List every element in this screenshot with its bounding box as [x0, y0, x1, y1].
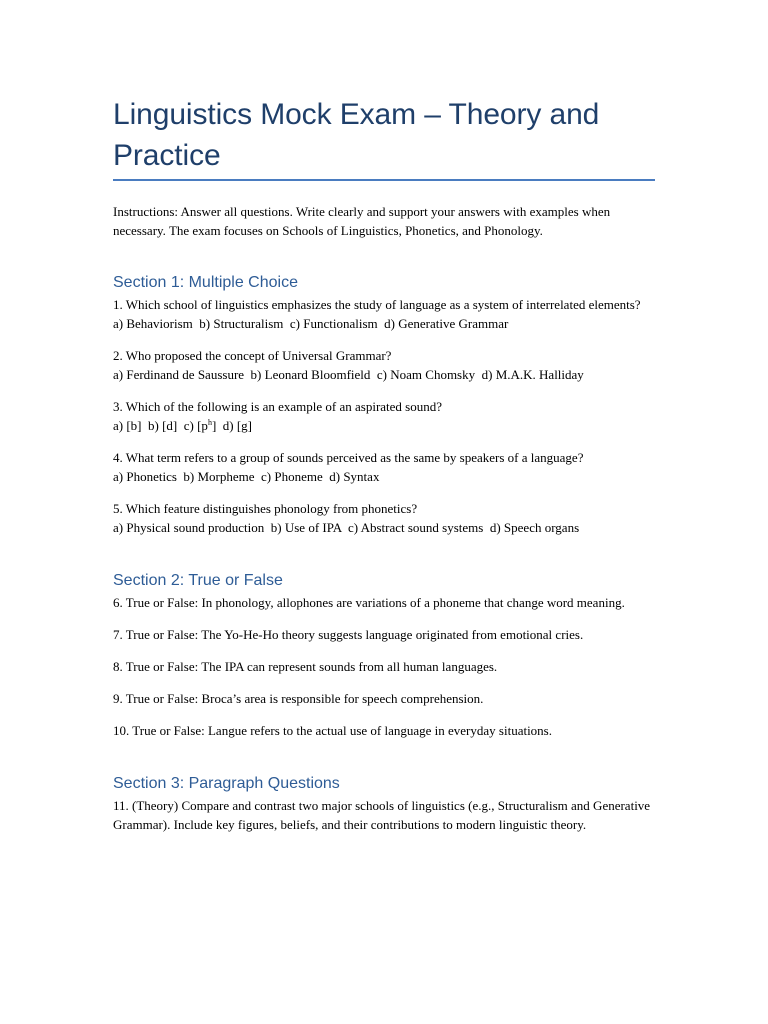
question-options: a) Ferdinand de Saussure b) Leonard Bloomfield c) Noam Chomsky d) M.A.K. Halliday — [113, 367, 584, 382]
question-text: 1. Which school of linguistics emphasizes the study of language as a system of interrelated elements? — [113, 297, 641, 312]
question-3 — [113, 397, 655, 435]
question-text: 5. Which feature distinguishes phonology from phonetics? — [113, 501, 418, 516]
question-5 — [113, 499, 655, 537]
instructions-paragraph: Instructions: Answer all questions. Write clearly and support your answers with examples when necessary. The exam focuses on Schools of Linguistics, Phonetics, and Phonology. — [113, 204, 611, 238]
question-9: 9. True or False: Broca’s area is responsible for speech comprehension. — [113, 691, 484, 706]
options-suffix: ] d) [g] — [211, 418, 253, 433]
question-2 — [113, 346, 655, 384]
question-7: 7. True or False: The Yo-He-Ho theory suggests language originated from emotional cries. — [113, 627, 584, 642]
title-underline — [113, 179, 655, 181]
question-11: 11. (Theory) Compare and contrast two major schools of linguistics (e.g., Structuralism and Generative Grammar). Include key figures, beliefs, and their contributions to modern linguistic theory. — [113, 798, 651, 832]
question-1 — [113, 295, 655, 333]
exam-document — [113, 0, 655, 834]
question-text: 3. Which of the following is an example of an aspirated sound? — [113, 399, 443, 414]
question-4 — [113, 448, 655, 486]
question-text: 4. What term refers to a group of sounds perceived as the same by speakers of a language? — [113, 450, 584, 465]
document-title: Linguistics Mock Exam – Theory and Practice — [113, 98, 600, 172]
section-2-heading: Section 2: True or False — [113, 572, 283, 589]
aspiration-superscript: h — [207, 418, 212, 427]
question-10: 10. True or False: Langue refers to the actual use of language in everyday situations. — [113, 723, 552, 738]
section-3-heading: Section 3: Paragraph Questions — [113, 775, 340, 792]
question-8: 8. True or False: The IPA can represent sounds from all human languages. — [113, 659, 498, 674]
question-6: 6. True or False: In phonology, allophones are variations of a phoneme that change word meaning. — [113, 595, 625, 610]
question-options: a) Behaviorism b) Structuralism c) Functionalism d) Generative Grammar — [113, 316, 509, 331]
options-prefix: a) [b] b) [d] c) [p — [113, 418, 208, 433]
question-options — [113, 416, 655, 435]
question-text: 2. Who proposed the concept of Universal Grammar? — [113, 348, 392, 363]
section-1-heading: Section 1: Multiple Choice — [113, 274, 298, 291]
question-options: a) Physical sound production b) Use of IPA c) Abstract sound systems d) Speech organs — [113, 520, 580, 535]
question-options: a) Phonetics b) Morpheme c) Phoneme d) Syntax — [113, 469, 380, 484]
